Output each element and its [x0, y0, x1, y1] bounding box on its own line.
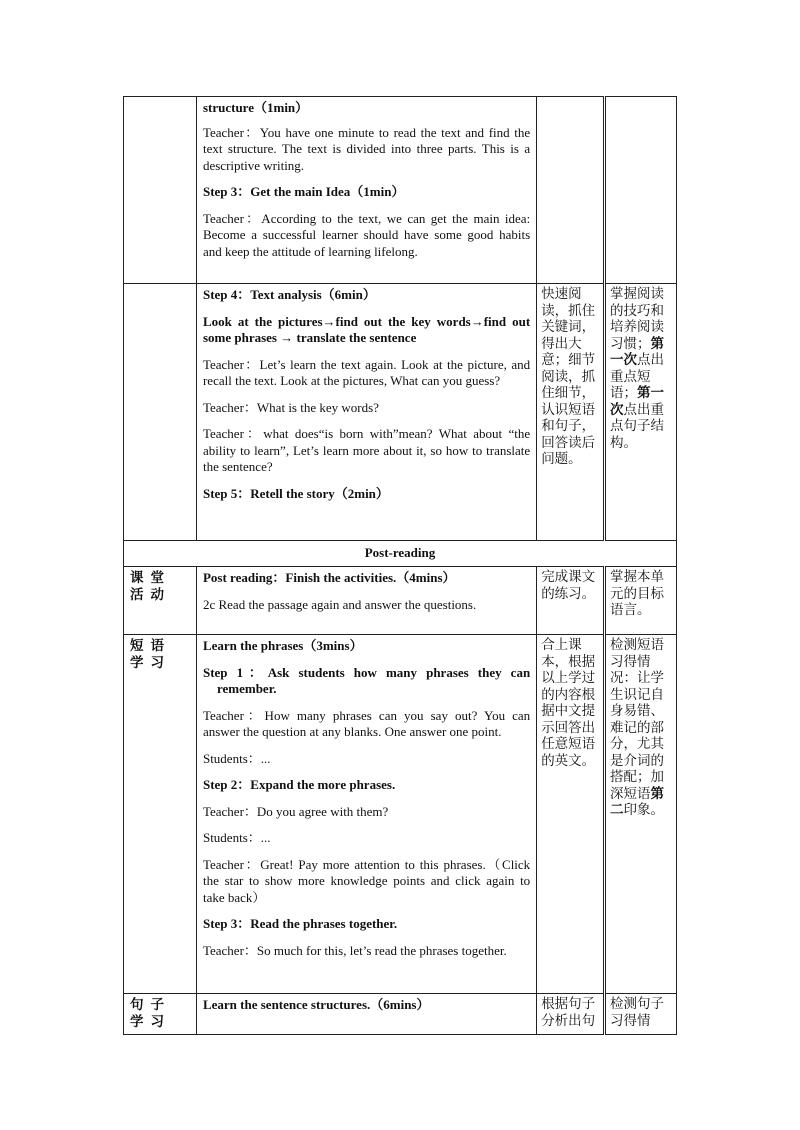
paragraph: Teacher：You have one minute to read the text and find the text structure. The text is divided into three parts. This is a descriptive writing. — [202, 124, 531, 173]
purpose-text: 掌握阅读的技巧和培养阅读习惯； — [610, 286, 665, 351]
activity-cell: 完成课文的练习。 — [537, 567, 605, 635]
paragraph: Post reading：Finish the activities.（4mins） — [202, 570, 456, 585]
paragraph: Teacher：Let’s learn the text again. Look at the picture, and recall the text. Look at the pictures, What can you guess? — [202, 356, 531, 388]
activity-cell: 合上课本，根据以上学过的内容根据中文提示回答出任意短语的英文。 — [537, 635, 605, 994]
purpose-emphasis: 第一次 — [610, 335, 665, 367]
purpose-text: 检测短语习得情况：让学生识记自身易错、难记的部分，尤其是介词的搭配；加深短语 — [610, 637, 665, 801]
paragraph: Teacher：What is the key words? — [202, 399, 379, 415]
content-cell — [196, 994, 536, 1035]
paragraph: Step 3：Get the main Idea（1min） — [202, 184, 405, 199]
table-row — [124, 97, 677, 284]
section-row — [124, 541, 677, 567]
activity-cell: 根据句子分析出句 — [537, 994, 605, 1035]
purpose-cell: 掌握本单元的目标语言。 — [605, 567, 677, 635]
paragraph: Step 5：Retell the story（2min） — [202, 485, 389, 501]
content-cell — [196, 635, 536, 994]
activity-cell — [537, 97, 605, 284]
purpose-cell — [605, 284, 677, 541]
paragraph: Learn the sentence structures.（6mins） — [202, 997, 430, 1012]
row-label-empty — [124, 97, 197, 284]
activity-cell: 快速阅读，抓住关键词，得出大意；细节阅读，抓住细节，认识短语和句子，回答读后问题。 — [537, 284, 605, 541]
paragraph: Teacher：So much for this, let’s read the phrases together. — [202, 942, 507, 958]
paragraph: Learn the phrases（3mins） — [202, 638, 363, 653]
paragraph: Students：... — [202, 830, 271, 845]
paragraph: Teacher：According to the text, we can get the main idea: Become a successful learner should have some good habits and keep the attitude of learning lifelong. — [202, 210, 531, 259]
content-cell — [196, 284, 536, 541]
paragraph: Step 2：Expand the more phrases. — [202, 777, 396, 792]
table-row — [124, 284, 677, 541]
paragraph: Step 3：Read the phrases together. — [202, 916, 398, 931]
purpose-emphasis: 第二 — [610, 785, 665, 817]
row-label: 课堂活动 — [124, 567, 197, 635]
purpose-cell — [605, 635, 677, 994]
paragraph: Students：... — [202, 750, 271, 766]
paragraph: Step 4：Text analysis（6min） — [202, 287, 376, 302]
content-cell — [196, 97, 536, 284]
content-cell — [196, 567, 536, 635]
paragraph: structure（1min） — [202, 100, 309, 115]
table-row — [124, 635, 677, 994]
paragraph: Teacher：what does“is born with”mean? What about “the ability to learn”, Let’s learn more about it, so how to translate the sentence? — [202, 426, 531, 474]
paragraph: 2c Read the passage again and answer the questions. — [202, 596, 477, 612]
paragraph: Look at the pictures→find out the key words→find out some phrases → translate the sentence — [202, 313, 531, 345]
table-row — [124, 567, 677, 635]
row-label: 句子学习 — [124, 994, 197, 1035]
paragraph: Teacher：How many phrases can you say out? You can answer the question at any blanks. One answer one point. — [202, 707, 531, 739]
purpose-cell — [605, 97, 677, 284]
purpose-cell: 检测句子习得情 — [605, 994, 677, 1035]
row-label: 短语学习 — [124, 635, 197, 994]
purpose-text: 印象。 — [623, 802, 665, 817]
lesson-plan-table — [123, 96, 677, 1035]
purpose-text: 点出重点短语； — [610, 352, 665, 400]
paragraph: Teacher：Great! Pay more attention to this phrases.（Click the star to show more knowledge points and click again to take back） — [202, 856, 531, 905]
paragraph: Step 1：Ask students how many phrases they can remember. — [202, 664, 531, 696]
section-title: Post-reading — [124, 541, 677, 567]
table-row — [124, 994, 677, 1035]
row-label-empty — [124, 284, 197, 541]
purpose-text: 点出重点句子结构。 — [610, 401, 665, 450]
purpose-emphasis: 第一次 — [610, 385, 665, 417]
paragraph: Teacher：Do you agree with them? — [202, 803, 389, 819]
